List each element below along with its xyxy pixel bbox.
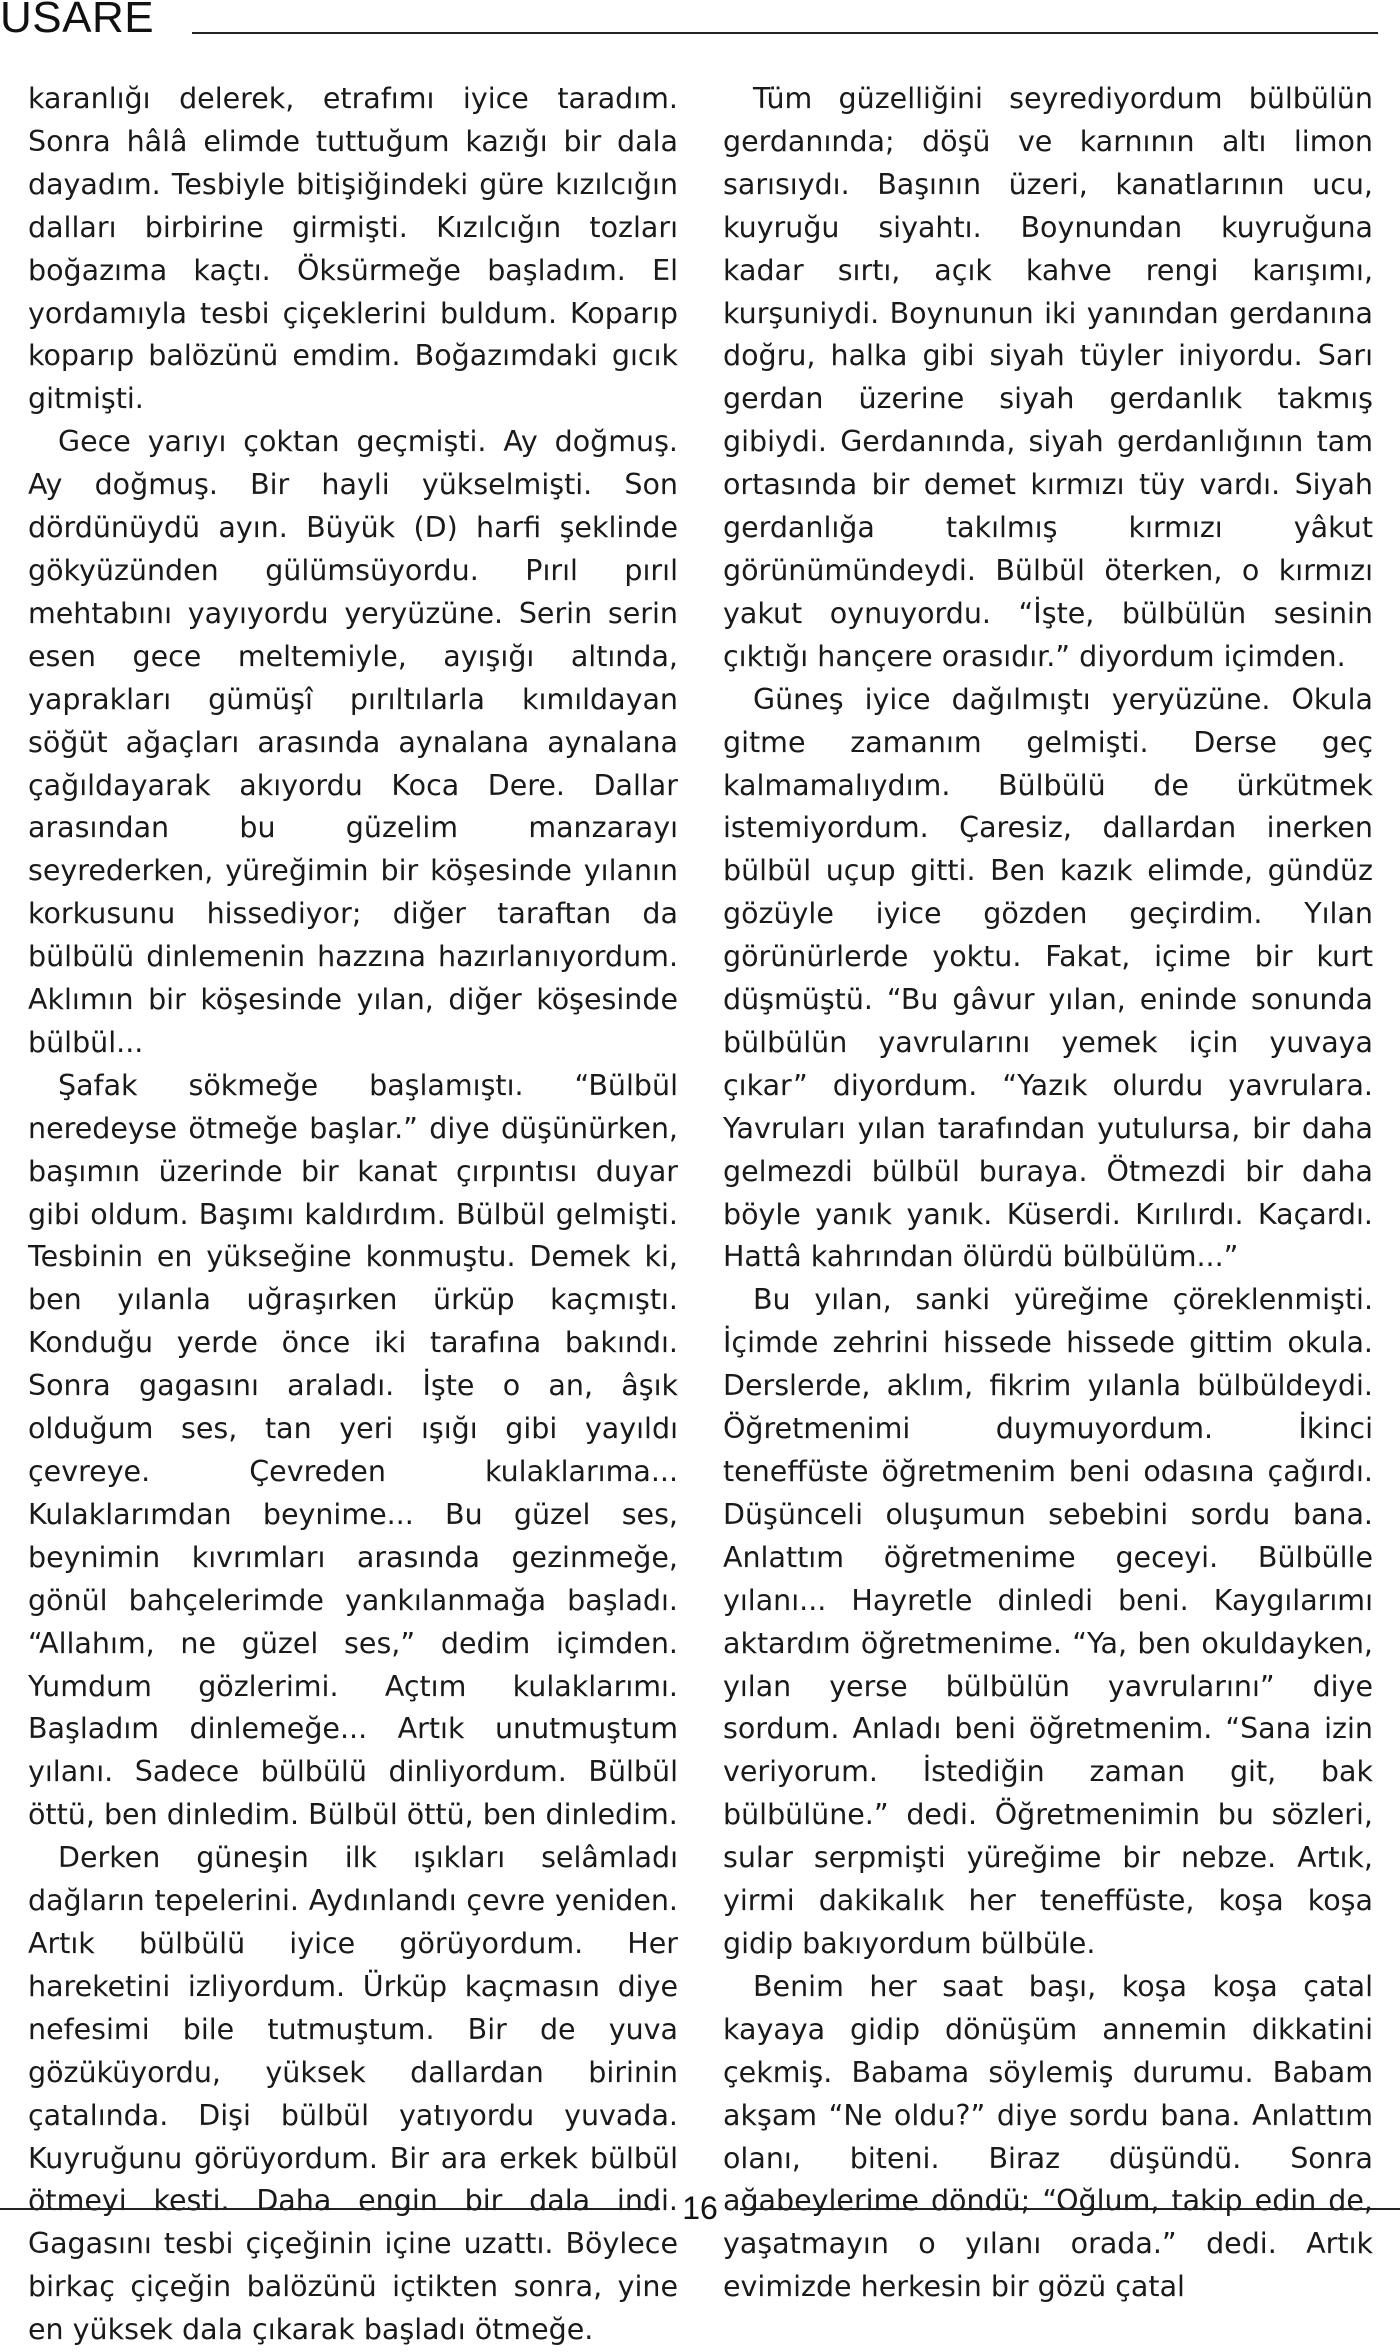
page-header [0,0,1400,40]
paragraph: Tüm güzelliğini seyrediyordum bülbülün gerdanında; döşü ve karnının altı limon sarısıydı. Başının üzeri, kanatlarının ucu, kuyruğu siyahtı. Boynundan kuyruğuna kadar sırtı, açık kahve rengi karışımı, kurşuniydi. Boynunun iki yanından gerdanına doğru, halka gibi siyah tüyler iniyordu. Sarı gerdan üzerine siyah gerdanlık takmış gibiydi. Gerdanında, siyah gerdanlığının tam ortasında bir demet kırmızı tüy vardı. Siyah gerdanlığa takılmış kırmızı yâkut görünümündeydi. Bülbül öterken, o kırmızı yakut oynuyordu. “İşte, bülbülün sesinin çıktığı hançere orasıdır.” diyordum içimden. [723,82,1373,673]
footer-rule-right [740,2208,1400,2210]
paragraph: Derken güneşin ilk ışıkları selâmladı dağların tepelerini. Aydınlandı çevre yeniden. Artık bülbülü iyice görüyordum. Her hareketini izliyordum. Ürküp kaçmasın diye nefesimi bile tutmuştum. Bir de yuva gözüküyordu, yüksek dallardan birinin çatalında. Dişi bülbül yatıyordu yuvada. Kuyruğunu görüyordum. Bir ara erkek bülbül ötmeyi kesti. Daha engin bir dala indi. Gagasını tesbi çiçeğinin içine uzattı. Böylece birkaç çiçeğin balözünü içtikten sonra, yine en yüksek dala çıkarak başladı ötmeğe. [28,1841,678,2347]
page-footer [0,2188,1400,2228]
magazine-title: USARE [0,0,155,42]
paragraph: Benim her saat başı, koşa koşa çatal kayaya gidip dönüşüm annemin dikkatini çekmiş. Babama söylemiş durumu. Babam akşam “Ne oldu?” diye sordu bana. Anlattım olanı, biteni. Biraz düşündü. Sonra ağabeylerime döndü; “Oğlum, takip edin de, yaşatmayın o yılanı orada.” dedi. Artık evimizde herkesin bir gözü çatal [723,1969,1373,2304]
paragraph: Güneş iyice dağılmıştı yeryüzüne. Okula gitme zamanım gelmişti. Derse geç kalmamalıydım. Bülbülü de ürkütmek istemiyordum. Çaresiz, dallardan inerken bülbül uçup gitti. Ben kazık elimde, gündüz gözüyle iyice gözden geçirdim. Yılan görünürlerde yoktu. Fakat, içime bir kurt düşmüştü. “Bu gâvur yılan, eninde sonunda bülbülün yavrularını yemek için yuvaya çıkar” diyordum. “Yazık olurdu yavrulara. Yavruları yılan tarafından yutulursa, bir daha gelmezdi bülbül buraya. Ötmezdi bir daha böyle yanık yanık. Küserdi. Kırılırdı. Kaçardı. Hattâ kahrından ölürdü bülbülüm...” [723,682,1373,1274]
page-number: 16 [682,2190,718,2226]
paragraph: Şafak sökmeğe başlamıştı. “Bülbül neredeyse ötmeğe başlar.” diye düşünürken, başımın üzerinde bir kanat çırpıntısı duyar gibi oldum. Başımı kaldırdım. Bülbül gelmişti. Tesbinin en yükseğine konmuştu. Demek ki, ben yılanla uğraşırken ürküp kaçmıştı. Konduğu yerde önce iki tarafına bakındı. Sonra gagasını araladı. İşte o an, âşık olduğum ses, tan yeri ışığı gibi yayıldı çevreye. Çevreden kulaklarıma... Kulaklarımdan beynime... Bu güzel ses, beynimin kıvrımları arasında gezinmeğe, gönül bahçelerimde yankılanmağa başladı. “Allahım, ne güzel ses,” dedim içimden. Yumdum gözlerimi. Açtım kulaklarımı. Başladım dinlemeğe... Artık unutmuştum yılanı. Sadece bülbülü dinliyordum. Bülbül öttü, ben dinledim. Bülbül öttü, ben dinledim. [28,1068,678,1832]
footer-rule-left [0,2208,660,2210]
paragraph: Bu yılan, sanki yüreğime çöreklenmişti. İçimde zehrini hissede hissede gittim okula. Derslerde, aklım, fikrim yılanla bülbüldeydi. Öğretmenimi duymuyordum. İkinci teneffüste öğretmenim beni odasına çağırdı. Düşünceli oluşumun sebebini sordu bana. Anlattım öğretmenime geceyi. Bülbülle yılanı... Hayretle dinledi beni. Kaygılarımı aktardım öğretmenime. “Ya, ben okuldayken, yılan yerse bülbülün yavrularını” diye sordum. Anladı beni öğretmenim. “Sana izin veriyorum. İstediğin zaman git, bak bülbülüne.” dedi. Öğretmenimin bu sözleri, sular serpmişti yüreğime bir nebze. Artık, yirmi dakikalık her teneffüste, koşa koşa gidip bakıyordum bülbüle. [723,1283,1373,1960]
right-column [723,78,1373,2309]
left-column [28,78,678,2352]
header-rule [192,32,1378,34]
paragraph: Gece yarıyı çoktan geçmişti. Ay doğmuş. Ay doğmuş. Bir hayli yükselmişti. Son dördünüydü ayın. Büyük (D) harfi şeklinde gökyüzünden gülümsüyordu. Pırıl pırıl mehtabını yayıyordu yeryüzüne. Serin serin esen gece meltemiyle, ayışığı altında, yaprakları gümüşî pırıltılarla kımıldayan söğüt ağaçları arasında aynalana aynalana çağıldayarak akıyordu Koca Dere. Dallar arasından bu güzelim manzarayı seyrederken, yüreğimin bir köşesinde yılanın korkusunu hissediyor; diğer taraftan da bülbülü dinlemenin hazzına hazırlanıyordum. Aklımın bir köşesinde yılan, diğer köşesinde bülbül... [28,425,678,1059]
paragraph: karanlığı delerek, etrafımı iyice taradım. Sonra hâlâ elimde tuttuğum kazığı bir dala dayadım. Tesbiyle bitişiğindeki güre kızılcığın dalları birbirine girmişti. Kızılcığın tozları boğazıma kaçtı. Öksürmeğe başladım. El yordamıyla tesbi çiçeklerini buldum. Koparıp koparıp balözünü emdim. Boğazımdaki gıcık gitmişti. [28,82,678,416]
